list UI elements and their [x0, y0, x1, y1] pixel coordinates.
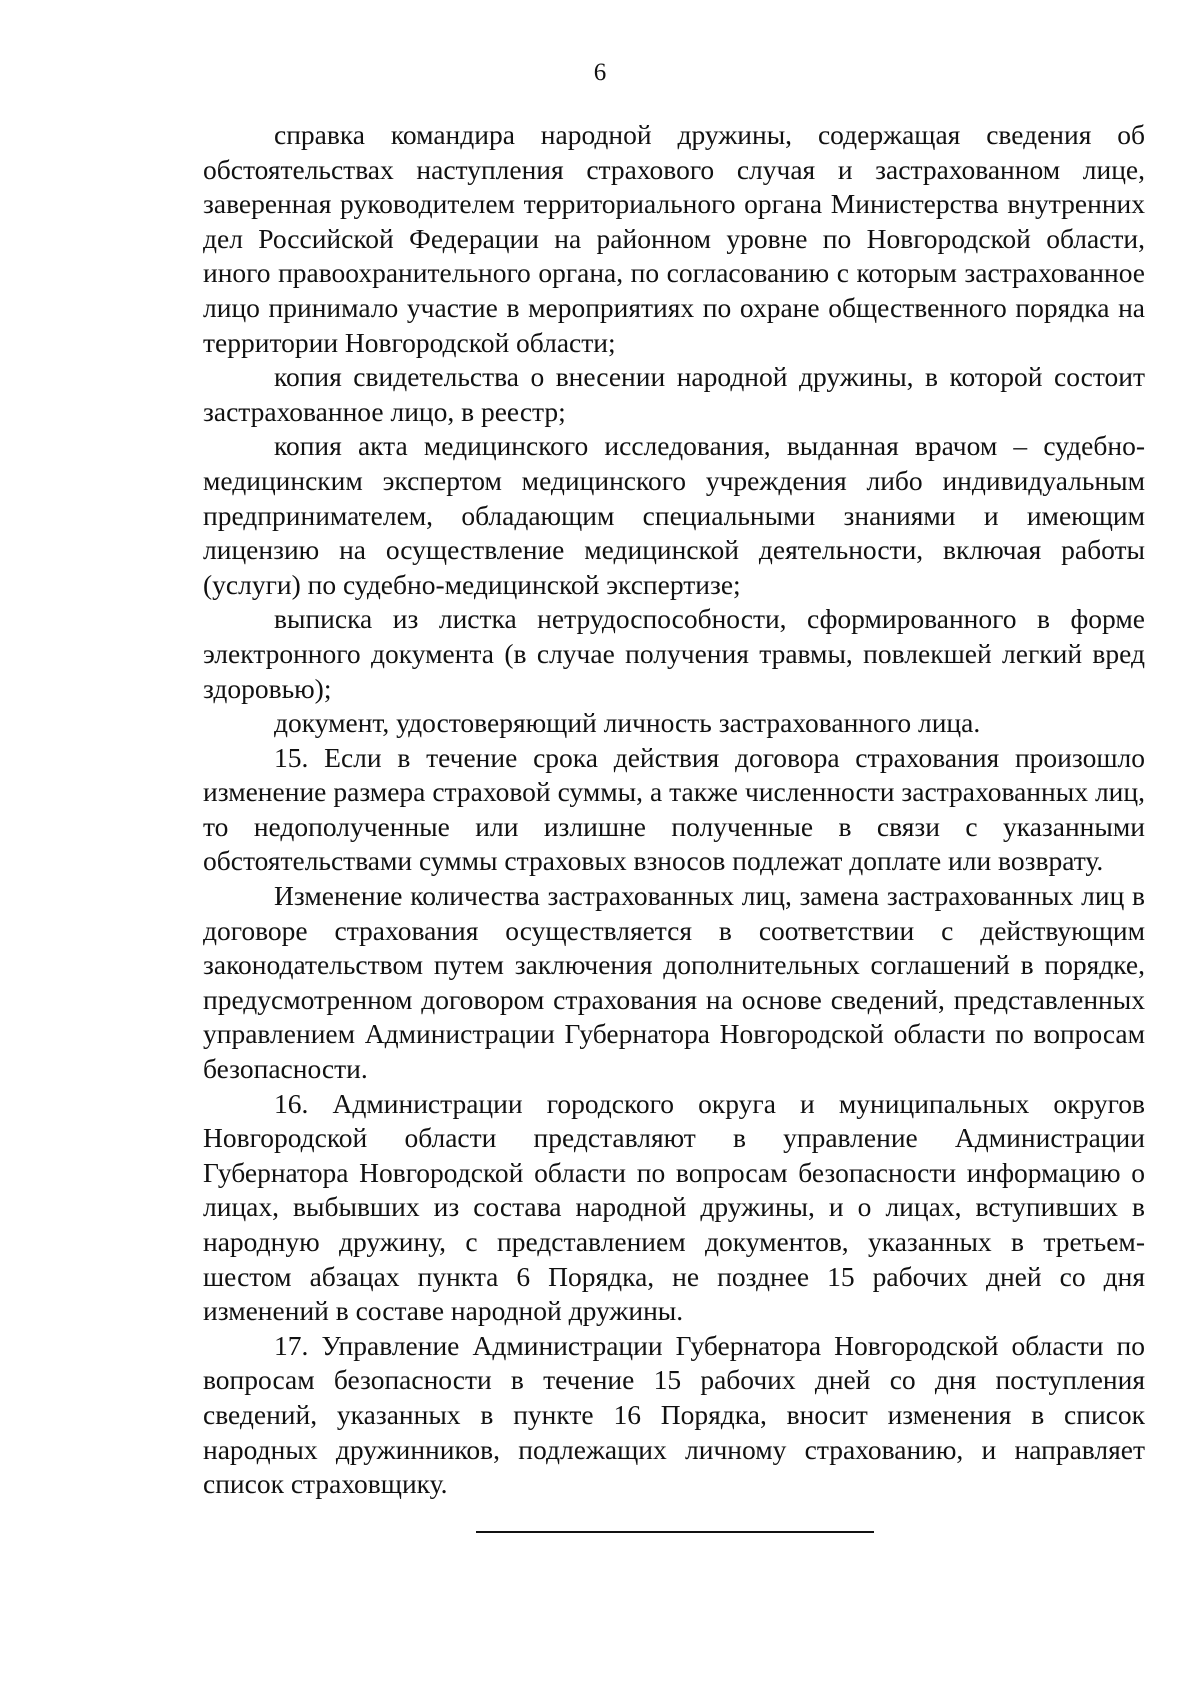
paragraph-insured-change: Изменение количества застрахованных лиц, замена застрахованных лиц в договоре страхования осуществляется в соответствии с действующим законодательством путем заключения дополнительных соглашений в порядке, предусмотренном договором страхования на основе сведений, представленных управлением Администрации Губернатора Новгородской области по вопросам безопасности. [203, 880, 1145, 1085]
paragraph-identity-document: документ, удостоверяющий личность застрахованного лица. [274, 707, 981, 739]
page-number: 6 [593, 59, 607, 86]
paragraph-registry-copy: копия свидетельства о внесении народной дружины, в которой состоит застрахованное лицо, в реестр; [203, 361, 1145, 427]
paragraph-clause-16: 16. Администрации городского округа и муниципальных округов Новгородской области представляют в управление Администрации Губернатора Новгородской области по вопросам безопасности информацию о лицах, выбывших из состава народной дружины, и о лицах, вступивших в народную дружину, с представлением документов, указанных в третьем-шестом абзацах пункта 6 Порядка, не позднее 15 рабочих дней со дня изменений в составе народной дружины. [203, 1087, 1145, 1327]
paragraph-certificate-commander: справка командира народной дружины, содержащая сведения об обстоятельствах наступления страхового случая и застрахованном лице, заверенная руководителем территориального органа Министерства внутренних дел Российской Федерации на районном уровне по Новгородской области, иного правоохранительного органа, по согласованию с которым застрахованное лицо принимало участие в мероприятиях по охране общественного порядка на территории Новгородской области; [203, 119, 1145, 358]
end-separator-line [476, 1531, 874, 1533]
document-body [203, 118, 1145, 1502]
paragraph-medical-act-copy: копия акта медицинского исследования, выданная врачом – судебно-медицинским экспертом медицинского учреждения либо индивидуальным предпринимателем, обладающим специальными знаниями и имеющим лицензию на осуществление медицинской деятельности, включая работы (услуги) по судебно-медицинской экспертизе; [203, 430, 1145, 600]
paragraph-clause-17: 17. Управление Администрации Губернатора Новгородской области по вопросам безопасности в течение 15 рабочих дней со дня поступления сведений, указанных в пункте 16 Порядка, вносит изменения в список народных дружинников, подлежащих личному страхованию, и направляет список страховщику. [203, 1329, 1145, 1500]
paragraph-clause-15: 15. Если в течение срока действия договора страхования произошло изменение размера страховой суммы, а также численности застрахованных лиц, то недополученные или излишне полученные в связи с указанными обстоятельствами суммы страховых взносов подлежат доплате или возврату. [203, 741, 1145, 877]
paragraph-sick-leave-extract: выписка из листка нетрудоспособности, сформированного в форме электронного документа (в случае получения травмы, повлекшей легкий вред здоровью); [203, 603, 1145, 704]
